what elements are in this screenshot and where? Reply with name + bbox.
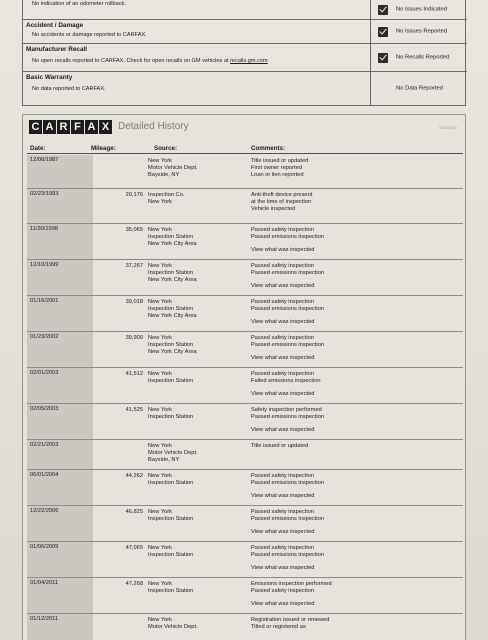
row-date: 12/10/1999 xyxy=(27,260,93,295)
row-date: 02/05/2003 xyxy=(27,404,93,439)
source-line: Motor Vehicle Dept. xyxy=(148,164,198,171)
view-inspection-link[interactable]: View what was inspected xyxy=(251,528,315,535)
row-date: 11/30/1998 xyxy=(27,224,93,259)
source-line: New York xyxy=(148,581,173,587)
row-source xyxy=(148,509,244,523)
row-mileage: 47,065 xyxy=(125,545,143,551)
history-row xyxy=(27,296,463,332)
source-line: Inspection Co. xyxy=(148,192,185,198)
summary-cell xyxy=(23,20,371,43)
row-date: 01/06/2009 xyxy=(27,542,93,577)
source-line: Motor Vehicle Dept. xyxy=(148,623,198,630)
comment-line: Titled or registered as xyxy=(251,623,306,630)
history-row xyxy=(27,260,463,296)
summary-text: No indication of an odometer rollback. xyxy=(32,1,126,7)
row-source xyxy=(148,335,244,356)
source-line: New York City Area xyxy=(148,312,197,319)
summary-title: Manufacturer Recall xyxy=(26,46,88,53)
source-line: New York xyxy=(148,227,173,233)
detailed-history-section xyxy=(22,114,466,640)
source-line: Inspection Station xyxy=(148,377,194,384)
summary-status-cell xyxy=(372,20,467,43)
comment-line: Anti-theft device present xyxy=(251,192,313,198)
source-line: Bayside, NY xyxy=(148,171,180,178)
summary-row-accident xyxy=(23,20,467,44)
row-source xyxy=(148,192,244,206)
view-inspection-link[interactable]: View what was inspected xyxy=(251,354,315,361)
summary-text: No data reported to CARFAX. xyxy=(32,86,106,92)
summary-status: No Issues Indicated xyxy=(396,6,447,12)
history-row xyxy=(27,224,463,260)
row-date: 01/16/2001 xyxy=(27,296,93,331)
row-comments xyxy=(251,158,451,179)
row-source xyxy=(148,617,244,631)
history-row xyxy=(27,578,463,614)
summary-title: Accident / Damage xyxy=(26,22,84,29)
row-source xyxy=(148,545,244,559)
source-line: Bayside, NY xyxy=(148,456,180,463)
summary-row-odometer xyxy=(23,0,467,20)
comment-line: Passed emissions inspection xyxy=(251,269,325,276)
row-mileage: 37,267 xyxy=(125,263,143,269)
summary-status-cell xyxy=(372,72,467,106)
comment-line: Emissions inspection performed xyxy=(251,581,332,587)
source-line: New York xyxy=(148,545,173,551)
source-line: Inspection Station xyxy=(148,515,194,522)
comment-line: Passed emissions inspection xyxy=(251,233,325,240)
row-mileage: 20,176 xyxy=(125,192,143,198)
source-line: New York xyxy=(148,371,173,377)
row-date: 02/23/1993 xyxy=(27,189,93,223)
row-source xyxy=(148,371,244,385)
row-date: 12/06/1987 xyxy=(27,155,93,188)
section-title: Detailed History xyxy=(118,121,189,132)
comment-line: Vehicle inspected xyxy=(251,205,296,212)
source-line: Inspection Station xyxy=(148,587,194,594)
summary-cell xyxy=(23,72,371,106)
logo-letter: A xyxy=(85,120,98,134)
comment-line: Title issued or updated xyxy=(251,443,309,449)
summary-row-recall xyxy=(23,44,467,72)
row-mileage: 39,900 xyxy=(125,335,143,341)
comment-line: Passed safety inspection xyxy=(251,227,314,233)
comment-line: Passed safety inspection xyxy=(251,587,314,594)
col-comments-header: Comments: xyxy=(251,145,286,152)
carfax-logo xyxy=(29,120,112,134)
row-source xyxy=(148,407,244,421)
row-date: 02/21/2003 xyxy=(27,440,93,469)
comment-line: First owner reported xyxy=(251,164,302,171)
history-table-header xyxy=(27,143,463,154)
row-date: 01/04/2011 xyxy=(27,578,93,613)
history-row xyxy=(27,189,463,224)
comment-line: Registration issued or renewed xyxy=(251,617,330,623)
row-source xyxy=(148,263,244,284)
col-mileage-header: Mileage: xyxy=(91,145,116,152)
source-line: Inspection Station xyxy=(148,479,194,486)
source-line: New York xyxy=(148,443,173,449)
row-source xyxy=(148,581,244,595)
source-line: New York City Area xyxy=(148,240,197,247)
history-table-body xyxy=(27,155,463,640)
history-row xyxy=(27,542,463,578)
view-inspection-link[interactable]: View what was inspected xyxy=(251,390,315,397)
summary-status: No Data Reported xyxy=(396,85,443,92)
history-row xyxy=(27,404,463,440)
logo-letter: C xyxy=(29,120,42,134)
history-row xyxy=(27,470,463,506)
row-comments xyxy=(251,192,451,213)
history-row xyxy=(27,155,463,189)
row-date: 01/12/2011 xyxy=(27,614,93,640)
row-mileage: 46,825 xyxy=(125,509,143,515)
comment-line: Passed emissions inspection xyxy=(251,479,325,486)
source-line: New York xyxy=(148,263,173,269)
checkmark-icon xyxy=(378,27,388,37)
source-line: Inspection Station xyxy=(148,551,194,558)
source-line: Motor Vehicle Dept. xyxy=(148,449,198,456)
row-date: 02/01/2003 xyxy=(27,368,93,403)
source-line: New York xyxy=(148,335,173,341)
row-mileage: 39,018 xyxy=(125,299,143,305)
row-mileage: 47,268 xyxy=(125,581,143,587)
source-line: New York xyxy=(148,473,173,479)
view-inspection-link[interactable]: View what was inspected xyxy=(251,426,315,433)
row-comments xyxy=(251,443,451,450)
history-row xyxy=(27,506,463,542)
source-line: New York xyxy=(148,407,173,413)
row-comments xyxy=(251,227,451,254)
summary-text-main: No open recalls reported to CARFAX. Check for open recalls on GM vehicles at xyxy=(32,58,229,64)
row-comments xyxy=(251,617,451,631)
row-comments xyxy=(251,407,451,434)
source-line: New York xyxy=(148,299,173,305)
row-mileage: 44,262 xyxy=(125,473,143,479)
recalls-link[interactable]: recalls.gm.com xyxy=(230,58,268,64)
comment-line: Safety inspection performed xyxy=(251,407,322,413)
history-row xyxy=(27,332,463,368)
view-inspection-link[interactable]: View what was inspected xyxy=(251,282,315,289)
row-comments xyxy=(251,371,451,398)
row-mileage: 41,512 xyxy=(125,371,143,377)
summary-status: No Issues Reported xyxy=(396,28,448,34)
logo-letter: F xyxy=(71,120,84,134)
summary-status-cell xyxy=(372,44,467,71)
source-line: New York xyxy=(148,198,173,205)
source-line: Inspection Station xyxy=(148,269,194,276)
row-source xyxy=(148,158,244,179)
comment-line: Passed safety inspection xyxy=(251,263,314,269)
view-inspection-link[interactable]: View what was inspected xyxy=(251,492,315,499)
checkmark-icon xyxy=(378,53,388,63)
row-comments xyxy=(251,581,451,608)
source-line: New York xyxy=(148,617,173,623)
row-source xyxy=(148,299,244,320)
summary-text xyxy=(26,58,370,64)
source-line: Inspection Station xyxy=(148,413,194,420)
row-comments xyxy=(251,509,451,536)
comment-line: Passed emissions inspection xyxy=(251,515,325,522)
comment-line: Passed emissions inspection xyxy=(251,413,325,420)
source-line: New York City Area xyxy=(148,276,197,283)
comment-line: Passed emissions inspection xyxy=(251,551,325,558)
comment-line: Passed emissions inspection xyxy=(251,305,325,312)
comment-line: Passed safety inspection xyxy=(251,335,314,341)
summary-cell xyxy=(23,44,371,71)
source-line: Inspection Station xyxy=(148,341,194,348)
summary-text: No accidents or damage reported to CARFAX. xyxy=(32,32,147,38)
logo-letter: A xyxy=(43,120,56,134)
source-line: New York xyxy=(148,158,173,164)
summary-table xyxy=(22,0,466,106)
logo-letter: X xyxy=(99,120,112,134)
comment-line: Passed safety inspection xyxy=(251,371,314,377)
col-source-header: Source: xyxy=(154,145,178,152)
summary-title: Basic Warranty xyxy=(26,74,73,81)
row-mileage: 35,065 xyxy=(125,227,143,233)
source-line: Inspection Station xyxy=(148,233,194,240)
view-inspection-link[interactable]: View what was inspected xyxy=(251,318,315,325)
row-date: 01/23/2002 xyxy=(27,332,93,367)
source-line: New York xyxy=(148,509,173,515)
row-comments xyxy=(251,263,451,290)
summary-status-cell xyxy=(372,0,467,19)
checkmark-icon xyxy=(378,5,388,15)
history-row xyxy=(27,440,463,470)
comment-line: Passed safety inspection xyxy=(251,545,314,551)
row-comments xyxy=(251,335,451,362)
summary-status: No Recalls Reported xyxy=(396,54,450,60)
row-comments xyxy=(251,473,451,500)
summary-row-warranty xyxy=(23,72,467,106)
summary-cell xyxy=(23,0,371,19)
row-source xyxy=(148,227,244,248)
comment-line: Passed emissions inspection xyxy=(251,341,325,348)
row-comments xyxy=(251,299,451,326)
source-line: Inspection Station xyxy=(148,305,194,312)
view-inspection-link[interactable]: View what was inspected xyxy=(251,564,315,571)
history-row xyxy=(27,614,463,640)
source-line: New York City Area xyxy=(148,348,197,355)
history-row xyxy=(27,368,463,404)
row-comments xyxy=(251,545,451,572)
col-date-header: Date: xyxy=(30,145,46,152)
logo-letter: R xyxy=(57,120,70,134)
row-date: 12/22/2006 xyxy=(27,506,93,541)
comment-line: Failed emissions inspection xyxy=(251,377,321,384)
comment-line: Passed safety inspection xyxy=(251,473,314,479)
row-mileage: 41,525 xyxy=(125,407,143,413)
row-date: 06/01/2004 xyxy=(27,470,93,505)
comment-line: Passed safety inspection xyxy=(251,299,314,305)
comment-line: Passed safety inspection xyxy=(251,509,314,515)
comment-line: Loan or lien reported xyxy=(251,171,304,178)
comment-line: at the time of inspection xyxy=(251,198,312,205)
row-source xyxy=(148,443,244,464)
row-source xyxy=(148,473,244,487)
view-inspection-link[interactable]: View what was inspected xyxy=(251,246,315,253)
comment-line: Title issued or updated xyxy=(251,158,309,164)
view-inspection-link[interactable]: View what was inspected xyxy=(251,600,315,607)
glossary-link[interactable]: Glossary xyxy=(439,125,457,130)
